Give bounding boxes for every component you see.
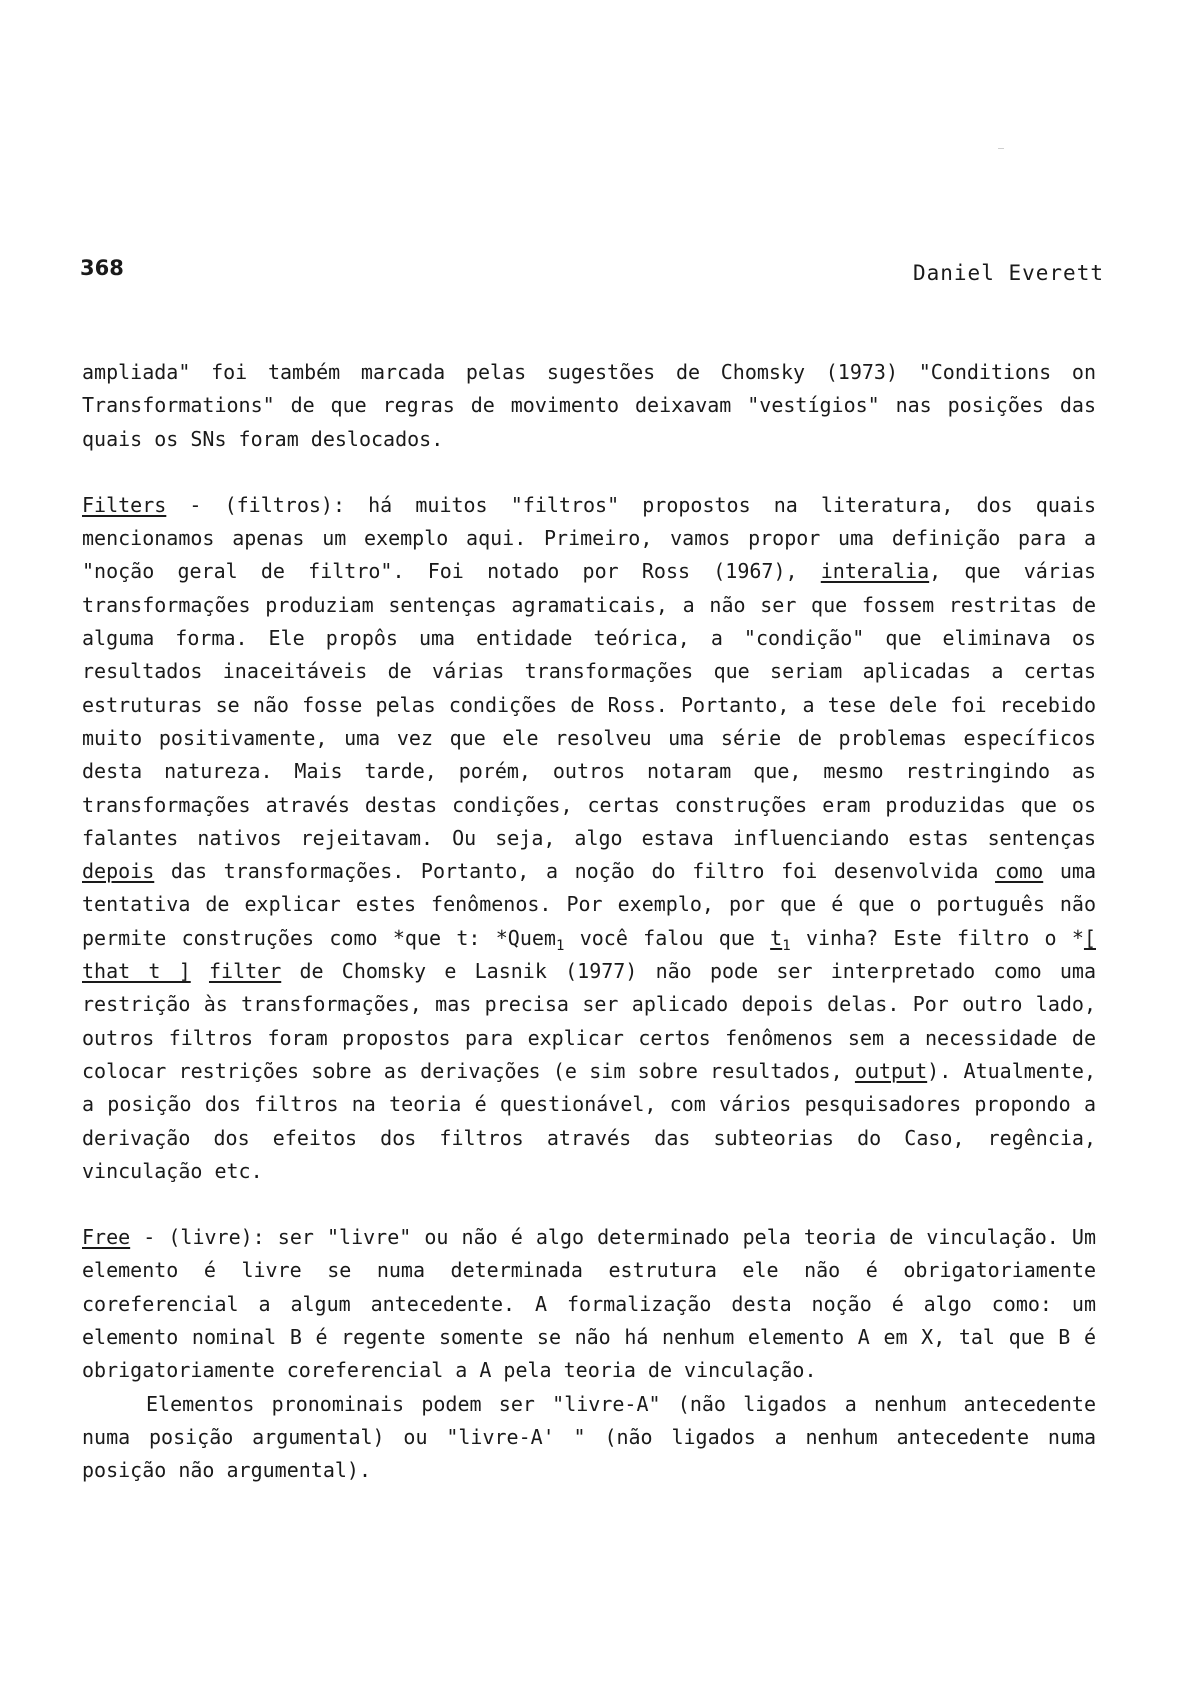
text-run: ). Atualmente, a posição dos filtros na teoria é questionável, com vários pesquisadores propondo a derivação dos efeitos dos filtros através das subteorias do Caso, regência, vinculação etc. — [82, 1058, 1097, 1183]
underlined-output: output — [854, 1058, 928, 1083]
underlined-interalia: interalia — [820, 559, 930, 584]
term-filters: Filters — [82, 492, 167, 517]
paragraph-pronominal: Elementos pronominais podem ser "livre-A" (não ligados a nenhum antecedente numa posição argumental) ou "livre-A' " (não ligados a nenhum antecedente numa posição não argumental). — [82, 1391, 1096, 1483]
text-run: - (livre): ser "livre" ou não é algo determinado pela teoria de vinculação. Um elemento é livre se numa determinada estrutura ele não é obrigatoriamente coreferencial a algum antecedente. A formalização desta noção é algo como: um elemento nominal B é regente somente se não há nenhum elemento A em X, tal que B é obrigatoriamente coreferencial a A pela teoria de vinculação. — [82, 1225, 1096, 1383]
text-run — [191, 959, 209, 983]
text-run: - (filtros): há muitos "filtros" propostos na literatura, dos quais mencionamos apenas um exemplo aqui. Primeiro, vamos propor uma definição para a "noção geral de filtro". Foi notado por Ross (1967), — [82, 492, 1096, 584]
running-head-author: Daniel Everett — [912, 261, 1104, 285]
underlined-como: como — [995, 859, 1044, 884]
paragraph-filters — [82, 489, 1096, 1188]
underlined-trace: t — [770, 925, 783, 950]
paragraph-continuation: ampliada" foi também marcada pelas sugestões de Chomsky (1973) "Conditions on Transformations" de que regras de movimento deixavam "vestígios" nas posições das quais os SNs foram deslocados. — [82, 360, 1096, 451]
underlined-filter: filter — [208, 959, 282, 984]
subscript-index: 1 — [782, 937, 791, 954]
page-number: 368 — [80, 256, 124, 280]
text-run: uma tentativa de explicar estes fenômenos. Por exemplo, por que é que o português não permite construções como *que t: *Quem — [82, 859, 1096, 950]
text-run: você falou que — [564, 925, 771, 950]
scan-speck — [998, 148, 1004, 149]
term-free: Free — [82, 1225, 131, 1250]
paragraph-free — [82, 1221, 1096, 1387]
subscript-index: 1 — [555, 937, 565, 954]
text-run: das transformações. Portanto, a noção do filtro foi desenvolvida — [154, 859, 996, 884]
body-text — [82, 356, 1096, 1488]
text-run: de Chomsky e Lasnik (1977) não pode ser interpretado como uma restrição às transformações, mas precisa ser aplicado depois delas. Por outro lado, outros filtros foram propostos para explicar certos fenômenos sem a necessidade de colocar restrições sobre as derivações (e sim sobre resultados, — [82, 959, 1096, 1083]
text-run: , que várias transformações produziam sentenças agramaticais, a não ser que fossem restritas de alguma forma. Ele propôs uma entidade teórica, a "condição" que eliminava os resultados inaceitáveis de várias transformações que seriam aplicadas a certas estruturas se não fosse pelas condições de Ross. Portanto, a tese dele foi recebido muito positivamente, uma vez que ele resolveu uma série de problemas específicos desta natureza. Mais tarde, porém, outros notaram que, mesmo restringindo as transformações através destas condições, certas construções eram produzidas que os falantes nativos rejeitavam. Ou seja, algo estava influenciando estas sentenças — [82, 559, 1096, 850]
underlined-depois: depois — [82, 859, 155, 884]
text-run: vinha? Este filtro o * — [790, 925, 1084, 950]
underlined-that-t: [ that t ] — [82, 925, 1096, 984]
